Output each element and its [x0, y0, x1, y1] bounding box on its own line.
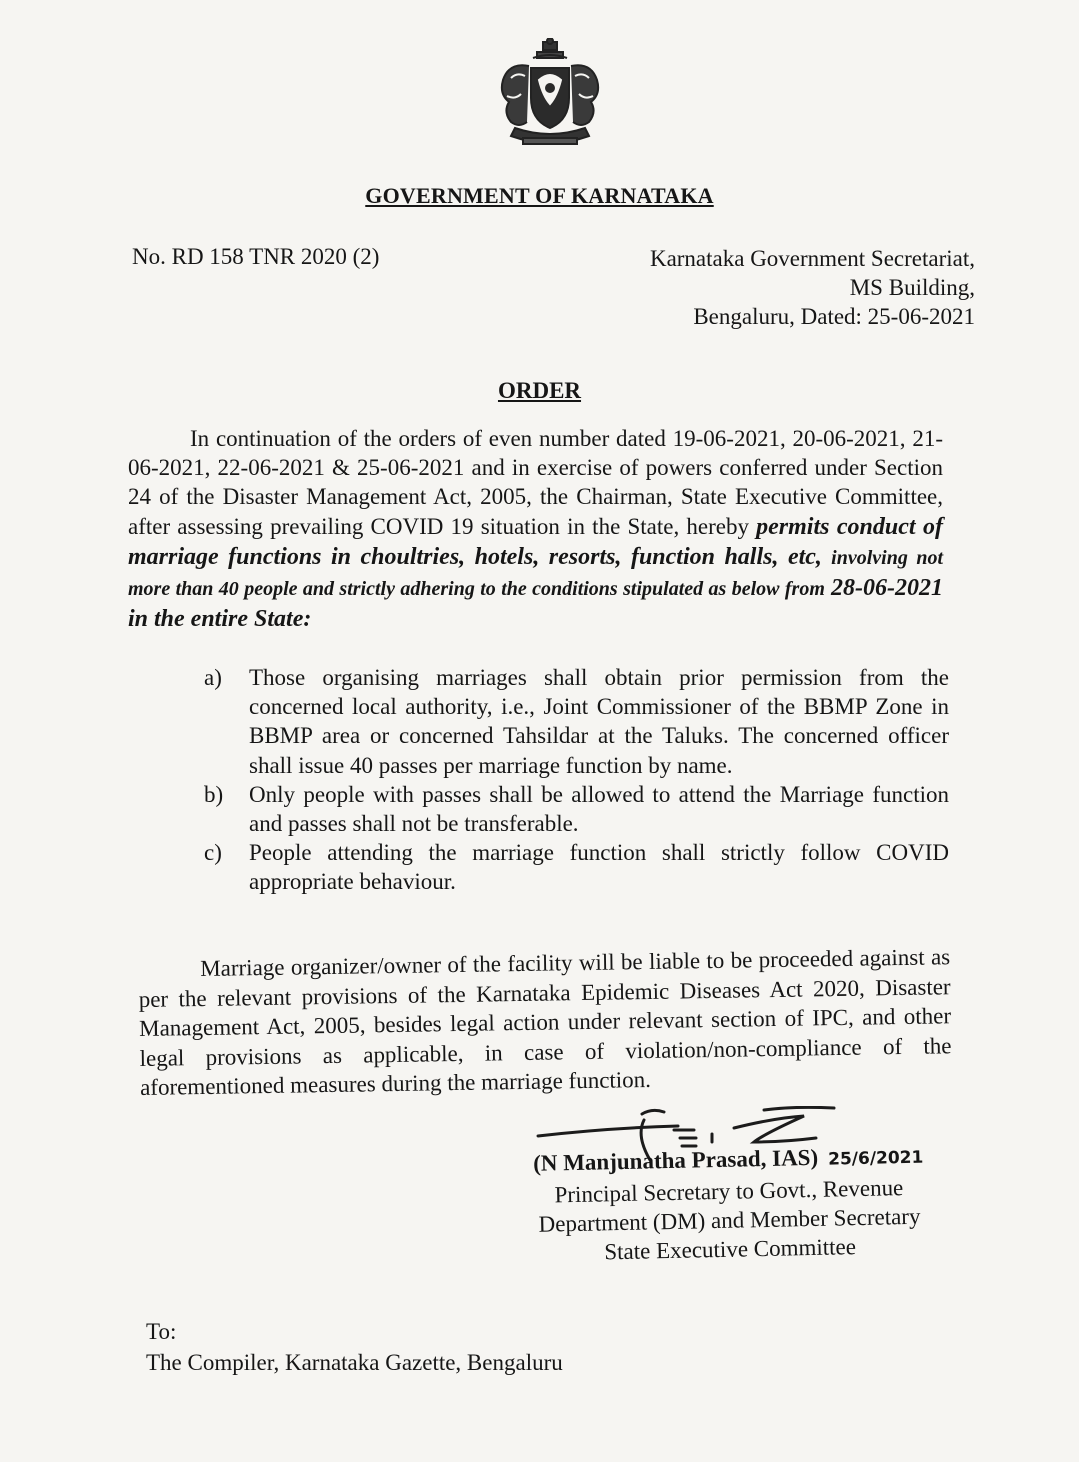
designation-line-1: Principal Secretary to Govt., Revenue	[554, 1175, 904, 1208]
conditions-list	[204, 663, 949, 897]
address-line-3: Bengaluru, Dated: 25-06-2021	[693, 304, 975, 329]
list-item-text: People attending the marriage function shall strictly follow COVID appropriate behaviour.	[249, 840, 949, 895]
designation-line-2: Department (DM) and Member Secretary	[538, 1203, 921, 1237]
handwritten-date: 25/6/2021	[827, 1147, 924, 1170]
recipient-name: The Compiler, Karnataka Gazette, Bengaluru	[146, 1350, 563, 1375]
karnataka-state-emblem-icon	[493, 38, 607, 150]
signatory-name: (N Manjunatha Prasad, IAS)	[532, 1144, 819, 1176]
signatory-block	[478, 1140, 980, 1269]
paragraph-1-emphasis-3: 28-06-2021 in the entire State:	[128, 575, 944, 633]
order-paragraph-1	[128, 424, 943, 634]
address-line-1: Karnataka Government Secretariat,	[649, 246, 975, 271]
list-item	[204, 838, 949, 896]
paragraph-1-emphasis-1: permits conduct of marriage functions in choultries, hotels, resorts, function halls, etc,	[128, 513, 943, 570]
paragraph-2-text: Marriage organizer/owner of the facility will be liable to be proceeded against as per the relevant provisions of the Karnataka Epidemic Diseases Act 2020, Disaster Management Act, 2005, besides legal action under relevant section of IPC, and other legal provisions as applicable, in case of violation/non-compliance of the aforementioned measures during the marriage function.	[138, 944, 952, 1100]
government-heading: GOVERNMENT OF KARNATAKA	[365, 183, 714, 208]
paragraph-1-text: In continuation of the orders of even number dated 19-06-2021, 20-06-2021, 21-06-2021, 22-06-2021 & 25-06-2021 and in exercise of powers conferred under Section 24 of the Disaster Management Act, 2005, the Chairman, State Executive Committee, after assessing prevailing COVID 19 situation in the State, hereby	[128, 426, 943, 539]
list-item-marker: c)	[204, 840, 222, 866]
paragraph-1-emphasis-2: involving not more than 40 people and strictly adhering to the conditions stipulated as below from	[128, 546, 943, 601]
to-label: To:	[146, 1319, 177, 1344]
order-title: ORDER	[497, 378, 582, 403]
address-line-2: MS Building,	[849, 275, 975, 300]
list-item-marker: b)	[204, 781, 224, 807]
order-paragraph-2	[138, 942, 952, 1102]
list-item	[204, 780, 949, 838]
list-item	[204, 663, 949, 780]
list-item-text: Only people with passes shall be allowed to attend the Marriage function and passes shall not be transferable.	[249, 781, 949, 837]
reference-number: No. RD 158 TNR 2020 (2)	[132, 244, 380, 269]
recipient-block	[146, 1316, 563, 1378]
designation-line-3: State Executive Committee	[604, 1234, 857, 1265]
list-item-text: Those organising marriages shall obtain prior permission from the concerned local authority, i.e., Joint Commissioner of the BBMP Zone in BBMP area or concerned Tahsildar at the Taluks. The concerned officer shall issue 40 passes per marriage function by name.	[249, 665, 949, 778]
issuing-office-address	[650, 244, 975, 331]
list-item-marker: a)	[204, 665, 222, 690]
